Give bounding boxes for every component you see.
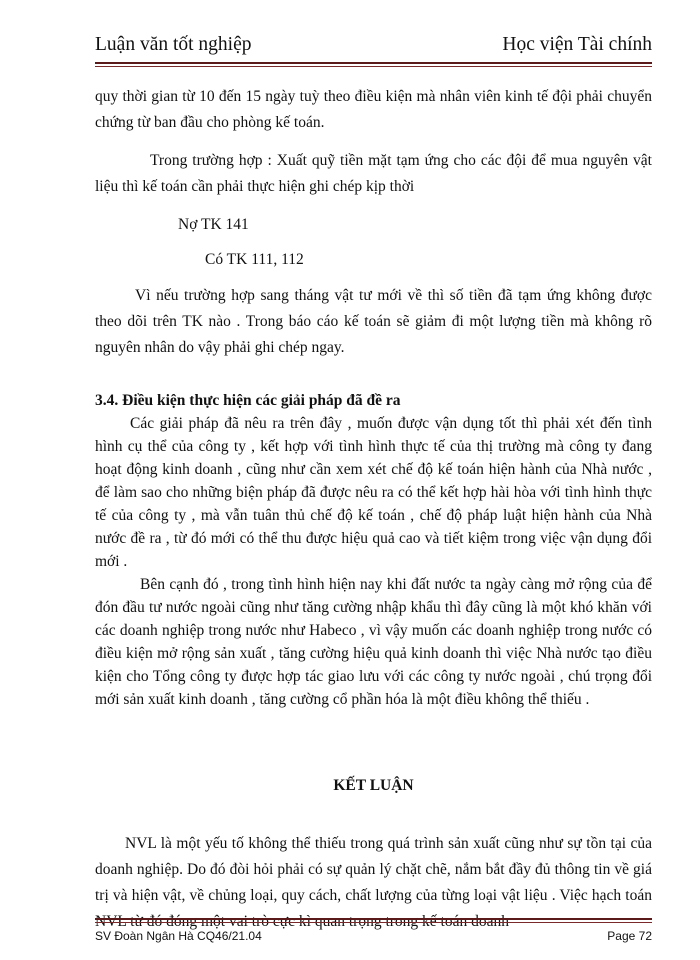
header-institution: Học viện Tài chính [502,34,652,55]
footer-rule-thick [95,918,652,920]
footer-rule-thin [95,922,652,923]
footer-author: SV Đoàn Ngân Hà CQ46/21.04 [95,929,262,943]
paragraph-continuation: quy thời gian từ 10 đến 15 ngày tuỳ theo điều kiện mà nhân viên kinh tế đội phải chuyển chứng từ ban đầu cho phòng kế toán. [95,88,652,131]
header-rule-thin [95,66,652,67]
paragraph-solutions: Các giải pháp đã nêu ra trên đây , muốn được vận dụng tốt thì phải xét đến tình hình cụ thể của công ty , kết hợp với tình hình thực tế của thị trường mà công ty đang hoạt động kinh doanh , cũng như cần xem xét chế độ kế toán hiện hành của Nhà nước , để làm sao cho những biện pháp đã được nêu ra có thể kết hợp hài hòa với tình hình thực tế của công ty , mà vẫn tuân thủ chế độ kế toán , chế độ pháp luật hiện hành của Nhà nước đề ra , từ đó mới có thể thu được hiệu quả cao và tiết kiệm trong việc vận dụng đổi mới . [95,415,652,570]
paragraph-context: Bên cạnh đó , trong tình hình hiện nay khi đất nước ta ngày càng mở rộng của để đón đầu tư nước ngoài cũng như tăng cường nhập khẩu thì đây cũng là một khó khăn với các doanh nghiệp trong nước như Habeco , vì vậy muốn các doanh nghiệp trong nước có điều kiện mở rộng sản xuất , tăng cường hiệu quả kinh doanh thì việc Nhà nước tạo điều kiện cho Tổng công ty được hợp tác giao lưu với các công ty nước ngoài , chú trọng đổi mới sản xuất kinh doanh , tăng cường cổ phần hóa là một điều không thể thiếu . [95,576,652,708]
section-heading: 3.4. Điều kiện thực hiện các giải pháp đã đề ra [95,392,401,409]
page-footer [95,929,652,949]
footer-page-number: Page 72 [607,929,652,943]
page-header [95,34,652,62]
paragraph-advance-case: Trong trường hợp : Xuất quỹ tiền mặt tạm ứng cho các đội để mua nguyên vật liệu thì kế toán cần phải thực hiện ghi chép kịp thời [95,152,652,195]
paragraph-conclusion: NVL là một yếu tố không thể thiếu trong quá trình sản xuất cũng như sự tồn tại của doanh nghiệp. Do đó đòi hỏi phải có sự quản lý chặt chẽ, nắm bắt đầy đủ thông tin về giá trị và hiện vật, về chủng loại, quy cách, chất lượng của từng loại vật liệu . Việc hạch toán [95,835,652,904]
header-thesis-title: Luận văn tốt nghiệp [95,34,252,55]
paragraph-reason: Vì nếu trường hợp sang tháng vật tư mới về thì số tiền đã tạm ứng không được theo dõi trên TK nào . Trong báo cáo kế toán sẽ giảm đi một lượng tiền mà không rõ nguyên nhân do vậy phải ghi chép ngay. [95,287,652,356]
header-rule-thick [95,62,652,64]
page-body [95,78,652,935]
journal-entry-debit: Nợ TK 141 [178,216,249,233]
journal-entry-credit: Có TK 111, 112 [205,251,304,268]
conclusion-heading: KẾT LUẬN [333,777,414,794]
